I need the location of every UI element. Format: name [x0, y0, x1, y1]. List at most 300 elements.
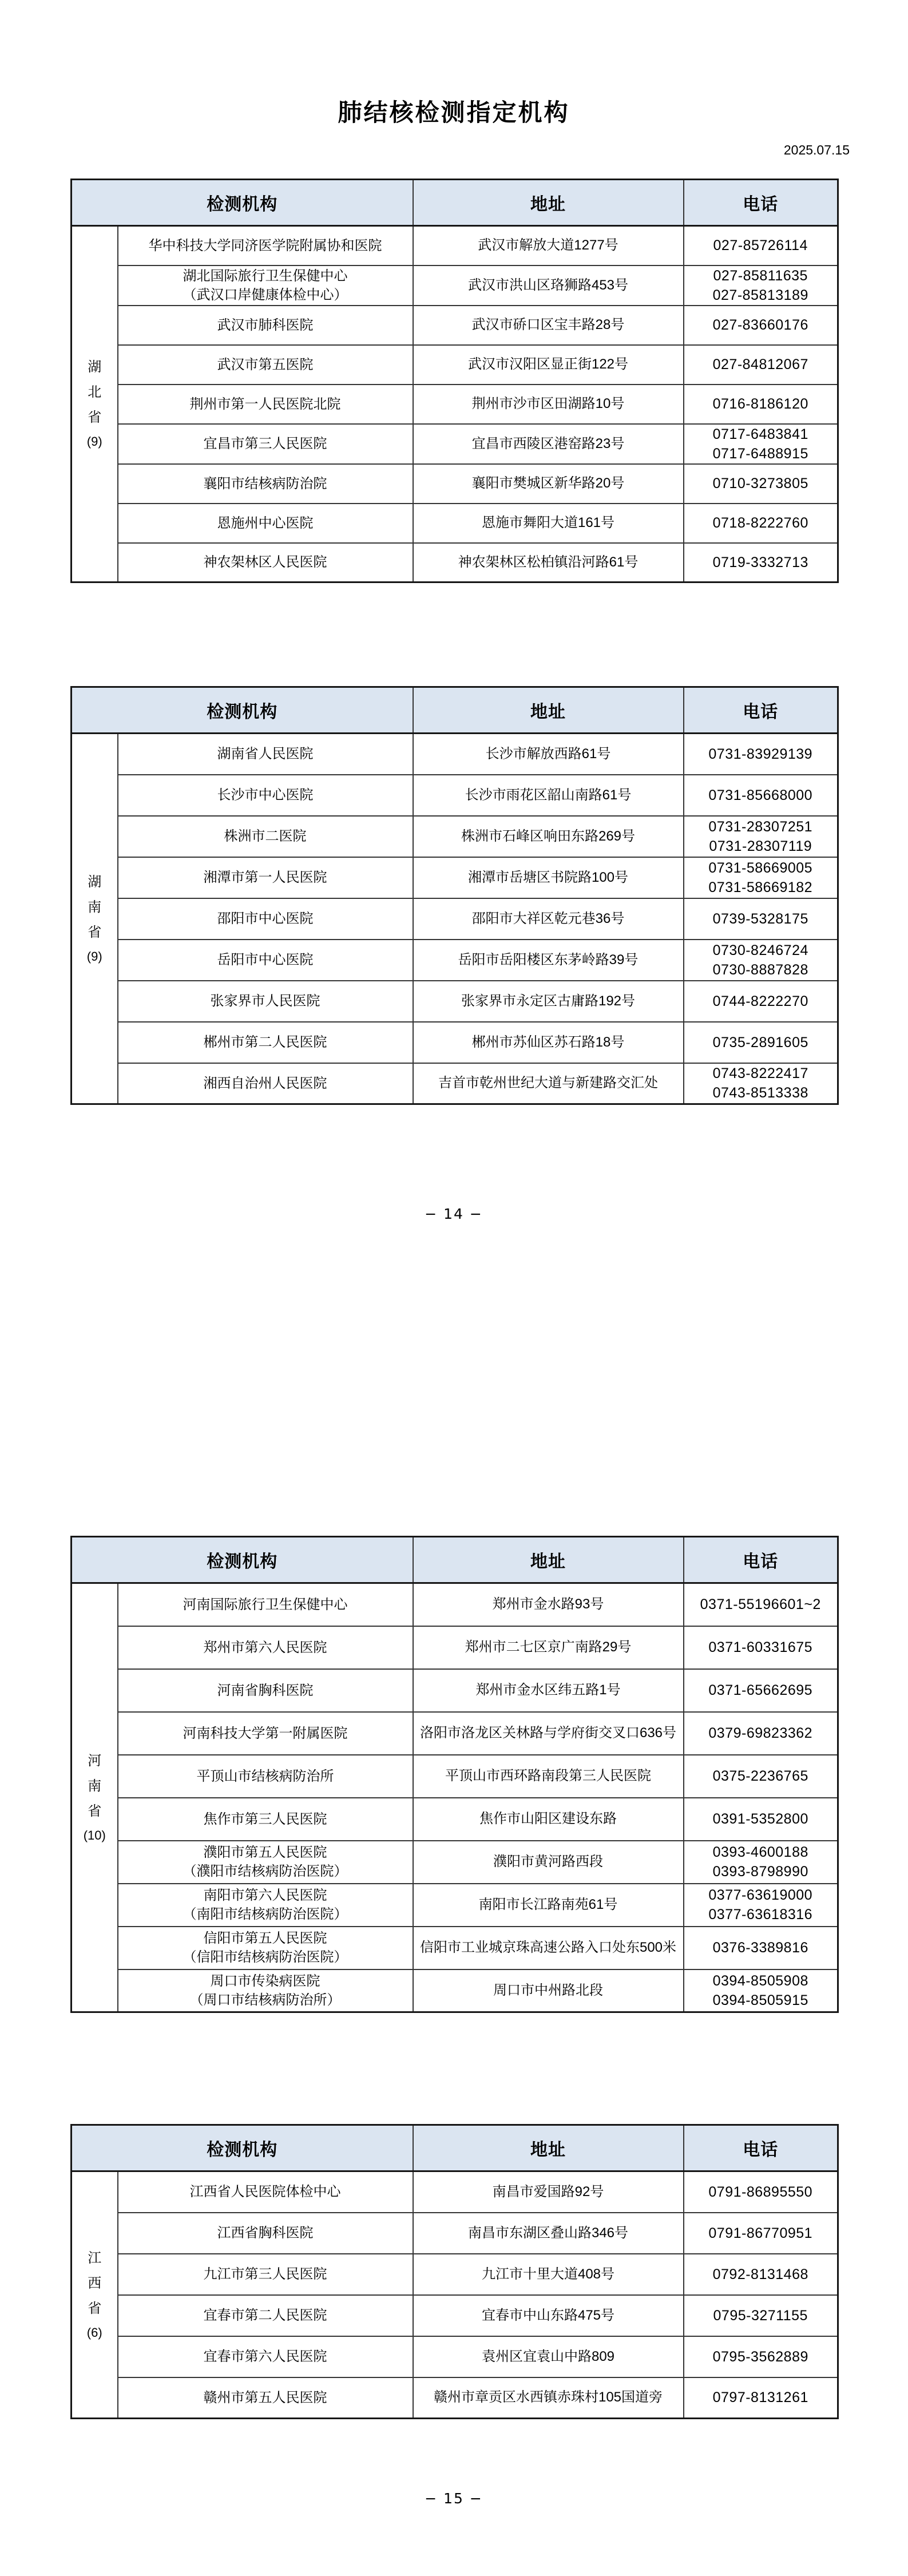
phone-number: 0377-63619000	[708, 1887, 813, 1903]
address-cell	[413, 504, 684, 543]
address-text: 襄阳市樊城区新华路20号	[471, 475, 625, 491]
table-row	[72, 1626, 838, 1669]
institution-line: 株洲市二医院	[224, 829, 307, 844]
phone-number: 0719-3332713	[712, 554, 808, 570]
province-count: (10)	[83, 1828, 106, 1842]
table-row	[72, 226, 838, 265]
institution-line: 河南省胸科医院	[217, 1682, 314, 1698]
institution-cell	[118, 1969, 413, 2012]
address-text: 焦作市山阳区建设东路	[479, 1811, 617, 1826]
table-row	[72, 1063, 838, 1104]
province-char: 湖	[88, 874, 102, 890]
institution-cell	[118, 1841, 413, 1884]
address-cell	[413, 1063, 684, 1104]
institution-cell	[118, 1583, 413, 1626]
institution-cell	[118, 1063, 413, 1104]
address-text: 吉首市乾州世纪大道与新建路交汇处	[438, 1075, 658, 1091]
address-cell	[413, 2254, 684, 2295]
table-row	[72, 857, 838, 898]
header-row	[72, 180, 838, 226]
institution-line: （武汉口岸健康体检中心）	[183, 287, 348, 303]
province-table	[70, 1536, 839, 2013]
address-cell	[413, 898, 684, 940]
phone-number: 0731-85668000	[708, 787, 813, 803]
address-cell	[413, 1626, 684, 1669]
phone-cell	[684, 464, 838, 504]
address-cell	[413, 2295, 684, 2336]
address-cell	[413, 345, 684, 385]
province-char: 江	[88, 2250, 102, 2266]
header-row	[72, 2125, 838, 2171]
address-text: 武汉市洪山区珞狮路453号	[467, 277, 629, 293]
institution-cell	[118, 265, 413, 306]
phone-cell	[684, 1969, 838, 2012]
address-cell	[413, 1798, 684, 1841]
province-count: (9)	[86, 434, 102, 449]
header-institution: 检测机构	[72, 180, 413, 226]
phone-cell	[684, 424, 838, 464]
header-row	[72, 1537, 838, 1583]
table-row	[72, 1798, 838, 1841]
province-char: 西	[88, 2275, 102, 2291]
phone-number: 0371-55196601~2	[700, 1596, 821, 1613]
phone-number: 0375-2236765	[712, 1768, 808, 1784]
address-cell	[413, 464, 684, 504]
institution-cell	[118, 424, 413, 464]
province-table	[70, 2124, 839, 2419]
address-cell	[413, 2377, 684, 2419]
province-char: 省	[88, 924, 102, 940]
address-text: 武汉市解放大道1277号	[478, 237, 618, 253]
page-title: 肺结核检测指定机构	[338, 98, 570, 126]
province-char: 北	[88, 385, 102, 400]
address-text: 郴州市苏仙区苏石路18号	[471, 1034, 625, 1050]
province-cell	[72, 2171, 118, 2419]
header-phone: 电话	[684, 2125, 838, 2171]
institution-cell	[118, 464, 413, 504]
page-number-14: − 14 −	[425, 1206, 483, 1222]
table-row	[72, 385, 838, 424]
table-row	[72, 981, 838, 1022]
institution-line: （濮阳市结核病防治医院）	[183, 1864, 348, 1879]
phone-cell	[684, 306, 838, 345]
institution-cell	[118, 1755, 413, 1798]
institution-cell	[118, 1798, 413, 1841]
phone-number: 027-85811635	[713, 267, 808, 284]
phone-cell	[684, 504, 838, 543]
phone-number: 0717-6488915	[712, 445, 808, 462]
phone-number: 0394-8505908	[712, 1972, 808, 1989]
phone-number: 0730-8887828	[712, 961, 808, 978]
address-cell	[413, 543, 684, 582]
phone-cell	[684, 981, 838, 1022]
institution-cell	[118, 1669, 413, 1712]
table-row	[72, 775, 838, 816]
phone-cell	[684, 2336, 838, 2377]
phone-cell	[684, 857, 838, 898]
institution-line: 焦作市第三人民医院	[203, 1811, 327, 1827]
phone-number: 0731-28307119	[709, 838, 812, 854]
address-text: 宜春市中山东路475号	[481, 2307, 615, 2323]
institution-cell	[118, 2336, 413, 2377]
table-row	[72, 424, 838, 464]
phone-cell	[684, 543, 838, 582]
address-cell	[413, 1755, 684, 1798]
province-char: 省	[88, 1803, 102, 1819]
province-table	[70, 686, 839, 1105]
institution-cell	[118, 775, 413, 816]
institution-line: 襄阳市结核病防治院	[203, 475, 327, 492]
institution-line: 平顶山市结核病防治所	[196, 1768, 334, 1784]
phone-cell	[684, 1626, 838, 1669]
header-phone: 电话	[684, 180, 838, 226]
table-row	[72, 1022, 838, 1063]
institution-cell	[118, 306, 413, 345]
address-text: 荆州市沙市区田湖路10号	[471, 396, 625, 411]
address-text: 南昌市爱国路92号	[492, 2183, 604, 2199]
phone-number: 0731-58669182	[708, 879, 813, 895]
phone-cell	[684, 1798, 838, 1841]
table-row	[72, 2295, 838, 2336]
address-text: 长沙市解放西路61号	[485, 746, 611, 762]
phone-number: 0393-4600188	[712, 1844, 808, 1860]
institution-line: 宜春市第六人民医院	[203, 2349, 327, 2364]
header-institution: 检测机构	[72, 1537, 413, 1583]
table-row	[72, 265, 838, 306]
phone-cell	[684, 2254, 838, 2295]
institution-line: 宜春市第二人民医院	[203, 2308, 327, 2323]
phone-number: 0795-3271155	[713, 2307, 808, 2324]
phone-cell	[684, 1063, 838, 1104]
institution-cell	[118, 1884, 413, 1927]
institution-cell	[118, 543, 413, 582]
province-cell	[72, 1583, 118, 2012]
table-row	[72, 504, 838, 543]
phone-number: 0731-28307251	[708, 818, 813, 835]
address-cell	[413, 816, 684, 857]
phone-number: 0393-8798990	[712, 1864, 808, 1880]
header-address: 地址	[413, 1537, 684, 1583]
table-row	[72, 1755, 838, 1798]
address-cell	[413, 1927, 684, 1969]
table-row	[72, 345, 838, 385]
table-row	[72, 2377, 838, 2419]
institution-line: 九江市第三人民医院	[203, 2266, 327, 2282]
table-row	[72, 734, 838, 775]
address-cell	[413, 734, 684, 775]
header-phone: 电话	[684, 1537, 838, 1583]
institution-line: （南阳市结核病防治医院）	[183, 1907, 348, 1922]
institution-cell	[118, 1927, 413, 1969]
phone-number: 027-85813189	[712, 287, 808, 303]
table-row	[72, 898, 838, 940]
phone-cell	[684, 265, 838, 306]
phone-number: 027-84812067	[712, 356, 808, 372]
phone-cell	[684, 1755, 838, 1798]
phone-number: 0792-8131468	[712, 2266, 808, 2282]
institution-cell	[118, 940, 413, 981]
institution-line: 宜昌市第三人民医院	[203, 436, 327, 451]
province-cell	[72, 226, 118, 582]
table-row	[72, 1712, 838, 1755]
phone-number: 0735-2891605	[712, 1034, 808, 1051]
institution-cell	[118, 1626, 413, 1669]
table-slot-hubei	[70, 179, 837, 583]
institution-cell	[118, 1022, 413, 1063]
phone-number: 0744-8222270	[712, 993, 808, 1009]
table-row	[72, 2171, 838, 2213]
institution-cell	[118, 816, 413, 857]
institution-cell	[118, 1712, 413, 1755]
province-count: (9)	[86, 949, 102, 964]
address-cell	[413, 2171, 684, 2213]
address-text: 平顶山市西环路南段第三人民医院	[445, 1768, 651, 1784]
address-text: 岳阳市岳阳楼区东茅岭路39号	[458, 952, 639, 968]
address-text: 洛阳市洛龙区关林路与学府街交叉口636号	[419, 1725, 677, 1741]
phone-cell	[684, 2377, 838, 2419]
institution-line: 郴州市第二人民医院	[203, 1035, 327, 1050]
institution-line: 南阳市第六人民医院	[203, 1888, 327, 1903]
province-char: 湖	[88, 359, 102, 375]
address-text: 南昌市东湖区叠山路346号	[467, 2225, 629, 2241]
province-count: (6)	[86, 2325, 102, 2340]
phone-cell	[684, 345, 838, 385]
address-cell	[413, 2336, 684, 2377]
header-address: 地址	[413, 180, 684, 226]
phone-number: 0791-86770951	[708, 2225, 813, 2241]
phone-number: 0739-5328175	[712, 910, 808, 927]
address-text: 神农架林区松柏镇沿河路61号	[458, 554, 639, 570]
institution-line: 张家界市人民医院	[210, 993, 320, 1009]
address-cell	[413, 1669, 684, 1712]
address-cell	[413, 775, 684, 816]
phone-cell	[684, 940, 838, 981]
address-cell	[413, 265, 684, 306]
institution-cell	[118, 857, 413, 898]
phone-number: 0394-8505915	[712, 1992, 808, 2008]
phone-number: 0731-83929139	[708, 746, 813, 762]
header-address: 地址	[413, 2125, 684, 2171]
phone-number: 0379-69823362	[708, 1725, 813, 1741]
institution-cell	[118, 504, 413, 543]
institution-cell	[118, 226, 413, 265]
phone-cell	[684, 1583, 838, 1626]
phone-cell	[684, 226, 838, 265]
phone-cell	[684, 385, 838, 424]
table-row	[72, 2213, 838, 2254]
phone-cell	[684, 1884, 838, 1927]
phone-cell	[684, 2295, 838, 2336]
phone-number: 0795-3562889	[712, 2348, 808, 2365]
table-row	[72, 2254, 838, 2295]
institution-line: 河南科技大学第一附属医院	[183, 1725, 348, 1741]
institution-line: （周口市结核病防治所）	[189, 1992, 341, 2008]
institution-cell	[118, 898, 413, 940]
institution-line: 恩施州中心医院	[217, 515, 314, 531]
address-cell	[413, 1022, 684, 1063]
header-institution: 检测机构	[72, 687, 413, 734]
address-cell	[413, 1583, 684, 1626]
table-row	[72, 306, 838, 345]
institution-line: 湖南省人民医院	[217, 746, 314, 762]
institution-line: （信阳市结核病防治医院）	[183, 1949, 348, 1965]
header-phone: 电话	[684, 687, 838, 734]
institution-cell	[118, 2171, 413, 2213]
phone-number: 027-83660176	[712, 317, 808, 333]
institution-cell	[118, 734, 413, 775]
institution-line: 江西省胸科医院	[217, 2225, 314, 2241]
institution-line: 信阳市第五人民医院	[203, 1931, 327, 1946]
institution-line: 湘西自治州人民医院	[203, 1075, 327, 1091]
phone-cell	[684, 1841, 838, 1884]
province-cell	[72, 734, 118, 1104]
institution-cell	[118, 2295, 413, 2336]
header-row	[72, 687, 838, 734]
institution-cell	[118, 2213, 413, 2254]
address-text: 袁州区宜袁山中路809	[481, 2348, 615, 2364]
phone-number: 0376-3389816	[712, 1940, 808, 1956]
phone-cell	[684, 1669, 838, 1712]
address-text: 赣州市章贡区水西镇赤珠村105国道旁	[433, 2389, 663, 2405]
address-text: 张家界市永定区古庸路192号	[461, 993, 636, 1009]
address-text: 九江市十里大道408号	[481, 2266, 615, 2282]
institution-cell	[118, 385, 413, 424]
address-cell	[413, 385, 684, 424]
institution-line: 华中科技大学同济医学院附属协和医院	[148, 237, 382, 253]
address-cell	[413, 1884, 684, 1927]
phone-cell	[684, 1712, 838, 1755]
header-address: 地址	[413, 687, 684, 734]
province-table	[70, 179, 839, 583]
phone-cell	[684, 816, 838, 857]
phone-number: 0731-58669005	[708, 859, 813, 876]
table-row	[72, 1583, 838, 1626]
institution-line: 武汉市肺科医院	[217, 317, 314, 333]
document-page	[70, 0, 850, 2576]
institution-line: 邵阳市中心医院	[217, 911, 314, 926]
table-row	[72, 1927, 838, 1969]
table-slot-henan	[70, 1536, 837, 2013]
page-number-15: − 15 −	[425, 2490, 483, 2507]
institution-cell	[118, 2254, 413, 2295]
institution-line: 河南国际旅行卫生保健中心	[183, 1596, 348, 1612]
table-row	[72, 543, 838, 582]
address-text: 周口市中州路北段	[493, 1982, 603, 1998]
institution-line: 江西省人民医院体检中心	[189, 2184, 341, 2200]
institution-cell	[118, 345, 413, 385]
address-text: 武汉市汉阳区显正街122号	[467, 356, 629, 372]
table-row	[72, 2336, 838, 2377]
province-char: 南	[88, 1778, 102, 1794]
institution-line: 周口市传染病医院	[210, 1973, 320, 1989]
table-row	[72, 1969, 838, 2012]
phone-number: 0371-60331675	[708, 1639, 813, 1655]
phone-number: 0391-5352800	[712, 1811, 808, 1827]
address-cell	[413, 857, 684, 898]
phone-cell	[684, 2213, 838, 2254]
address-text: 郑州市金水路93号	[492, 1596, 604, 1612]
phone-cell	[684, 775, 838, 816]
institution-line: 长沙市中心医院	[217, 787, 314, 803]
phone-number: 0791-86895550	[708, 2183, 813, 2200]
province-char: 河	[88, 1753, 102, 1769]
phone-number: 0716-8186120	[712, 396, 808, 412]
phone-number: 0730-8246724	[712, 942, 808, 958]
province-char: 省	[88, 2300, 102, 2316]
province-char: 南	[88, 899, 102, 915]
address-cell	[413, 306, 684, 345]
phone-number: 0371-65662695	[708, 1682, 813, 1698]
table-row	[72, 464, 838, 504]
institution-line: 濮阳市第五人民医院	[203, 1845, 327, 1860]
address-text: 郑州市金水区纬五路1号	[475, 1682, 621, 1698]
institution-line: 湖北国际旅行卫生保健中心	[183, 268, 348, 284]
address-text: 恩施市舞阳大道161号	[481, 515, 615, 530]
phone-number: 0743-8222417	[712, 1065, 808, 1082]
address-text: 邵阳市大祥区乾元巷36号	[471, 910, 625, 926]
address-cell	[413, 424, 684, 464]
phone-number: 0710-3273805	[712, 475, 808, 492]
table-slot-hunan	[70, 686, 837, 1105]
address-cell	[413, 1969, 684, 2012]
table-row	[72, 1669, 838, 1712]
address-cell	[413, 1841, 684, 1884]
phone-cell	[684, 2171, 838, 2213]
phone-cell	[684, 1927, 838, 1969]
table-row	[72, 1884, 838, 1927]
phone-cell	[684, 1022, 838, 1063]
address-cell	[413, 226, 684, 265]
address-cell	[413, 940, 684, 981]
phone-cell	[684, 734, 838, 775]
address-cell	[413, 981, 684, 1022]
address-cell	[413, 1712, 684, 1755]
phone-number: 0718-8222760	[712, 515, 808, 531]
institution-line: 岳阳市中心医院	[217, 952, 314, 968]
phone-number: 0797-8131261	[712, 2389, 808, 2406]
address-text: 信阳市工业城京珠高速公路入口处东500米	[419, 1940, 677, 1955]
header-institution: 检测机构	[72, 2125, 413, 2171]
address-text: 湘潭市岳塘区书院路100号	[467, 869, 629, 885]
address-text: 武汉市硚口区宝丰路28号	[471, 317, 625, 332]
address-text: 南阳市长江路南苑61号	[478, 1897, 618, 1912]
address-text: 郑州市二七区京广南路29号	[465, 1639, 632, 1655]
province-char: 省	[88, 410, 102, 425]
address-text: 株洲市石峰区响田东路269号	[461, 828, 636, 844]
page-date: 2025.07.15	[783, 142, 850, 157]
table-row	[72, 1841, 838, 1884]
address-cell	[413, 2213, 684, 2254]
institution-line: 湘潭市第一人民医院	[203, 870, 327, 885]
address-text: 宜昌市西陵区港窑路23号	[471, 435, 625, 451]
table-row	[72, 940, 838, 981]
institution-line: 郑州市第六人民医院	[203, 1639, 327, 1655]
institution-line: 武汉市第五医院	[217, 356, 314, 372]
institution-cell	[118, 2377, 413, 2419]
table-slot-jiangxi	[70, 2124, 837, 2419]
institution-line: 神农架林区人民医院	[203, 554, 327, 570]
institution-cell	[118, 981, 413, 1022]
table-row	[72, 816, 838, 857]
address-text: 濮阳市黄河路西段	[493, 1854, 603, 1869]
address-text: 长沙市雨花区韶山南路61号	[465, 787, 632, 803]
phone-number: 0717-6483841	[712, 426, 808, 442]
phone-cell	[684, 898, 838, 940]
institution-line: 荆州市第一人民医院北院	[189, 396, 341, 412]
phone-number: 0377-63618316	[708, 1907, 813, 1923]
phone-number: 0743-8513338	[712, 1085, 808, 1101]
institution-line: 赣州市第五人民医院	[203, 2389, 327, 2405]
